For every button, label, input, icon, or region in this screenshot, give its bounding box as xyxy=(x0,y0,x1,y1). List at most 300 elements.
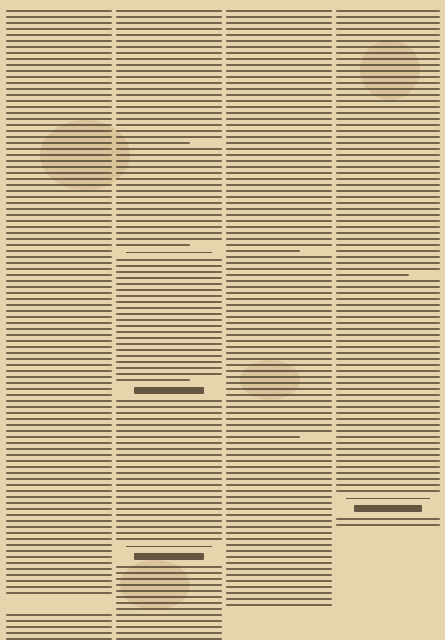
text-line-placeholder xyxy=(226,460,332,462)
text-line-placeholder xyxy=(6,196,112,198)
text-line-placeholder xyxy=(116,313,222,315)
text-line-placeholder xyxy=(336,524,440,526)
text-line-placeholder xyxy=(226,358,332,360)
text-line-placeholder xyxy=(336,382,440,384)
text-line-placeholder xyxy=(336,256,440,258)
text-line-placeholder xyxy=(116,514,222,516)
text-line-placeholder xyxy=(226,112,332,114)
text-line-placeholder xyxy=(226,472,332,474)
text-line-placeholder xyxy=(116,566,222,568)
text-line-placeholder xyxy=(6,154,112,156)
text-line-placeholder xyxy=(226,382,332,384)
text-line-placeholder xyxy=(116,526,222,528)
text-line-placeholder xyxy=(116,22,222,24)
text-line-placeholder xyxy=(336,172,440,174)
text-line-placeholder xyxy=(6,490,112,492)
text-line-placeholder xyxy=(336,316,440,318)
text-line-placeholder xyxy=(336,28,440,30)
text-line-placeholder xyxy=(226,292,332,294)
text-line-placeholder xyxy=(226,118,332,120)
text-line-placeholder xyxy=(116,112,222,114)
text-line-placeholder xyxy=(336,58,440,60)
text-line-placeholder xyxy=(6,358,112,360)
text-line-placeholder xyxy=(336,430,440,432)
text-line-placeholder xyxy=(226,148,332,150)
text-line-placeholder xyxy=(336,178,440,180)
text-line-placeholder xyxy=(226,604,332,606)
text-line-placeholder xyxy=(226,70,332,72)
text-line-placeholder xyxy=(6,424,112,426)
section-heading-placeholder xyxy=(134,387,204,394)
text-line-placeholder xyxy=(336,280,440,282)
text-line-placeholder xyxy=(336,16,440,18)
text-line-placeholder xyxy=(6,614,112,616)
text-line-placeholder xyxy=(226,376,332,378)
text-line-placeholder xyxy=(6,632,112,634)
text-line-placeholder xyxy=(116,82,222,84)
text-line-placeholder xyxy=(6,172,112,174)
text-line-placeholder xyxy=(226,154,332,156)
text-line-placeholder xyxy=(226,538,332,540)
text-line-placeholder xyxy=(116,430,222,432)
text-line-placeholder xyxy=(6,208,112,210)
text-line-placeholder xyxy=(116,118,222,120)
text-line-placeholder xyxy=(6,166,112,168)
text-line-placeholder xyxy=(6,538,112,540)
text-line-placeholder xyxy=(226,220,332,222)
paragraph-gap xyxy=(6,604,112,610)
text-line-placeholder xyxy=(336,334,440,336)
text-line-placeholder xyxy=(226,400,332,402)
text-line-placeholder xyxy=(6,580,112,582)
text-line-placeholder xyxy=(226,484,332,486)
text-line-placeholder xyxy=(226,28,332,30)
text-line-placeholder xyxy=(6,484,112,486)
text-line-placeholder xyxy=(226,352,332,354)
text-line-placeholder xyxy=(6,592,112,594)
divider xyxy=(126,546,212,547)
text-line-placeholder xyxy=(336,124,440,126)
text-line-placeholder xyxy=(116,608,222,610)
text-line-placeholder xyxy=(226,106,332,108)
text-line-placeholder xyxy=(116,190,222,192)
text-line-placeholder xyxy=(336,484,440,486)
text-line-placeholder xyxy=(226,412,332,414)
text-line-placeholder xyxy=(226,304,332,306)
text-line-placeholder xyxy=(336,202,440,204)
text-line-placeholder xyxy=(116,178,222,180)
text-line-placeholder xyxy=(6,328,112,330)
text-line-placeholder xyxy=(226,328,332,330)
text-line-placeholder xyxy=(336,400,440,402)
text-line-placeholder xyxy=(6,64,112,66)
text-line-placeholder xyxy=(116,88,222,90)
text-line-placeholder xyxy=(116,355,222,357)
text-line-placeholder xyxy=(116,520,222,522)
text-line-placeholder xyxy=(6,82,112,84)
text-line-placeholder xyxy=(116,295,222,297)
text-line-placeholder xyxy=(226,574,332,576)
text-line-placeholder xyxy=(226,346,332,348)
text-line-placeholder xyxy=(6,202,112,204)
text-line-placeholder xyxy=(116,148,222,150)
text-line-placeholder xyxy=(226,370,332,372)
text-line-placeholder xyxy=(226,526,332,528)
text-line-placeholder xyxy=(226,442,332,444)
text-line-placeholder xyxy=(6,100,112,102)
text-line-placeholder xyxy=(6,544,112,546)
text-line-placeholder xyxy=(116,412,222,414)
text-line-placeholder xyxy=(336,10,440,12)
text-line-placeholder xyxy=(226,280,332,282)
text-line-placeholder xyxy=(116,484,222,486)
text-line-placeholder xyxy=(226,364,332,366)
text-line-placeholder xyxy=(226,226,332,228)
text-line-placeholder xyxy=(336,166,440,168)
text-line-placeholder xyxy=(116,572,222,574)
text-line-placeholder xyxy=(6,310,112,312)
text-line-placeholder xyxy=(116,271,222,273)
text-line-placeholder xyxy=(116,40,222,42)
text-line-placeholder xyxy=(116,265,222,267)
text-line-placeholder xyxy=(6,550,112,552)
section-heading-placeholder xyxy=(354,505,422,512)
text-line-placeholder xyxy=(116,166,222,168)
text-line-placeholder xyxy=(336,112,440,114)
text-line-placeholder xyxy=(336,298,440,300)
text-line-placeholder xyxy=(116,259,222,261)
text-line-placeholder xyxy=(116,76,222,78)
text-line-placeholder xyxy=(6,376,112,378)
text-line-placeholder xyxy=(6,256,112,258)
text-line-placeholder xyxy=(226,34,332,36)
text-line-placeholder xyxy=(226,16,332,18)
text-line-placeholder xyxy=(6,106,112,108)
text-line-placeholder xyxy=(6,130,112,132)
text-line-placeholder xyxy=(116,490,222,492)
text-line-placeholder xyxy=(336,406,440,408)
text-line-placeholder xyxy=(336,250,440,252)
text-line-placeholder xyxy=(226,424,332,426)
text-line-placeholder xyxy=(116,373,222,375)
text-line-placeholder xyxy=(116,130,222,132)
text-line-placeholder xyxy=(226,580,332,582)
text-line-placeholder xyxy=(226,88,332,90)
text-line-placeholder xyxy=(336,376,440,378)
text-line-placeholder xyxy=(6,502,112,504)
text-line-placeholder xyxy=(116,620,222,622)
text-line-placeholder xyxy=(226,466,332,468)
text-line-placeholder xyxy=(226,274,332,276)
text-line-placeholder xyxy=(6,274,112,276)
text-line-placeholder xyxy=(6,292,112,294)
text-line-placeholder xyxy=(336,268,440,270)
text-line-placeholder xyxy=(6,526,112,528)
text-line-placeholder xyxy=(116,238,222,240)
text-line-placeholder xyxy=(336,184,440,186)
text-line-placeholder xyxy=(336,286,440,288)
text-line-placeholder xyxy=(6,448,112,450)
text-line-placeholder xyxy=(6,562,112,564)
text-line-placeholder xyxy=(6,10,112,12)
text-line-placeholder xyxy=(336,148,440,150)
text-line-placeholder xyxy=(226,166,332,168)
text-line-placeholder xyxy=(226,232,332,234)
text-line-placeholder xyxy=(6,94,112,96)
text-line-placeholder xyxy=(226,124,332,126)
text-line-placeholder xyxy=(226,190,332,192)
text-line-placeholder xyxy=(116,406,222,408)
text-line-placeholder xyxy=(116,244,190,246)
text-line-placeholder xyxy=(6,88,112,90)
text-line-placeholder xyxy=(226,478,332,480)
text-line-placeholder xyxy=(226,436,300,438)
text-line-placeholder xyxy=(6,238,112,240)
text-line-placeholder xyxy=(116,226,222,228)
text-line-placeholder xyxy=(226,160,332,162)
text-line-placeholder xyxy=(6,76,112,78)
text-line-placeholder xyxy=(336,310,440,312)
text-line-placeholder xyxy=(116,454,222,456)
text-line-placeholder xyxy=(226,286,332,288)
text-line-placeholder xyxy=(6,418,112,420)
text-line-placeholder xyxy=(226,388,332,390)
text-line-placeholder xyxy=(336,394,440,396)
text-line-placeholder xyxy=(336,100,440,102)
text-line-placeholder xyxy=(226,142,332,144)
text-line-placeholder xyxy=(6,586,112,588)
text-line-placeholder xyxy=(226,394,332,396)
text-line-placeholder xyxy=(116,626,222,628)
text-line-placeholder xyxy=(6,626,112,628)
text-line-placeholder xyxy=(6,58,112,60)
text-line-placeholder xyxy=(116,100,222,102)
text-line-placeholder xyxy=(336,388,440,390)
text-line-placeholder xyxy=(6,508,112,510)
text-line-placeholder xyxy=(6,460,112,462)
text-line-placeholder xyxy=(116,214,222,216)
text-line-placeholder xyxy=(226,568,332,570)
text-line-placeholder xyxy=(226,46,332,48)
text-line-placeholder xyxy=(226,250,300,252)
text-line-placeholder xyxy=(6,250,112,252)
text-line-placeholder xyxy=(6,268,112,270)
text-line-placeholder xyxy=(6,244,112,246)
text-line-placeholder xyxy=(6,352,112,354)
column-1 xyxy=(6,6,112,640)
text-line-placeholder xyxy=(226,340,332,342)
text-line-placeholder xyxy=(116,436,222,438)
text-line-placeholder xyxy=(226,556,332,558)
text-line-placeholder xyxy=(116,614,222,616)
text-line-placeholder xyxy=(6,478,112,480)
column-2 xyxy=(116,6,222,640)
text-line-placeholder xyxy=(6,406,112,408)
text-line-placeholder xyxy=(336,154,440,156)
text-line-placeholder xyxy=(6,118,112,120)
text-line-placeholder xyxy=(226,268,332,270)
text-line-placeholder xyxy=(226,430,332,432)
text-line-placeholder xyxy=(226,172,332,174)
text-line-placeholder xyxy=(6,316,112,318)
text-line-placeholder xyxy=(116,301,222,303)
text-line-placeholder xyxy=(116,337,222,339)
text-line-placeholder xyxy=(116,596,222,598)
text-line-placeholder xyxy=(336,82,440,84)
text-line-placeholder xyxy=(6,514,112,516)
text-line-placeholder xyxy=(116,508,222,510)
text-line-placeholder xyxy=(116,319,222,321)
text-line-placeholder xyxy=(6,280,112,282)
text-line-placeholder xyxy=(6,496,112,498)
text-line-placeholder xyxy=(336,22,440,24)
text-line-placeholder xyxy=(116,172,222,174)
column-4 xyxy=(336,6,440,530)
text-line-placeholder xyxy=(336,328,440,330)
text-line-placeholder xyxy=(226,550,332,552)
text-line-placeholder xyxy=(226,532,332,534)
text-line-placeholder xyxy=(336,46,440,48)
text-line-placeholder xyxy=(116,16,222,18)
text-line-placeholder xyxy=(226,496,332,498)
text-line-placeholder xyxy=(116,142,190,144)
text-line-placeholder xyxy=(226,322,332,324)
text-line-placeholder xyxy=(6,370,112,372)
text-line-placeholder xyxy=(116,136,222,138)
text-line-placeholder xyxy=(6,28,112,30)
text-line-placeholder xyxy=(226,76,332,78)
text-line-placeholder xyxy=(6,436,112,438)
text-line-placeholder xyxy=(116,220,222,222)
text-line-placeholder xyxy=(116,184,222,186)
text-line-placeholder xyxy=(116,496,222,498)
text-line-placeholder xyxy=(336,220,440,222)
text-line-placeholder xyxy=(336,418,440,420)
text-line-placeholder xyxy=(116,202,222,204)
text-line-placeholder xyxy=(6,340,112,342)
text-line-placeholder xyxy=(226,490,332,492)
text-line-placeholder xyxy=(6,214,112,216)
text-line-placeholder xyxy=(116,460,222,462)
text-line-placeholder xyxy=(226,256,332,258)
text-line-placeholder xyxy=(226,586,332,588)
text-line-placeholder xyxy=(6,430,112,432)
text-line-placeholder xyxy=(226,454,332,456)
text-line-placeholder xyxy=(336,136,440,138)
text-line-placeholder xyxy=(336,214,440,216)
text-line-placeholder xyxy=(336,454,440,456)
text-line-placeholder xyxy=(6,364,112,366)
text-line-placeholder xyxy=(6,142,112,144)
text-line-placeholder xyxy=(226,58,332,60)
text-line-placeholder xyxy=(226,100,332,102)
text-line-placeholder xyxy=(336,358,440,360)
text-line-placeholder xyxy=(226,544,332,546)
text-line-placeholder xyxy=(226,184,332,186)
text-line-placeholder xyxy=(336,118,440,120)
text-line-placeholder xyxy=(336,518,440,520)
text-line-placeholder xyxy=(6,388,112,390)
text-line-placeholder xyxy=(336,412,440,414)
text-line-placeholder xyxy=(6,472,112,474)
text-line-placeholder xyxy=(116,418,222,420)
text-line-placeholder xyxy=(116,379,190,381)
text-line-placeholder xyxy=(226,22,332,24)
text-line-placeholder xyxy=(226,418,332,420)
text-line-placeholder xyxy=(226,244,332,246)
text-line-placeholder xyxy=(226,238,332,240)
text-line-placeholder xyxy=(336,196,440,198)
text-line-placeholder xyxy=(336,424,440,426)
text-line-placeholder xyxy=(336,478,440,480)
text-line-placeholder xyxy=(336,52,440,54)
text-line-placeholder xyxy=(336,226,440,228)
text-line-placeholder xyxy=(116,584,222,586)
text-line-placeholder xyxy=(336,436,440,438)
text-line-placeholder xyxy=(116,46,222,48)
text-line-placeholder xyxy=(336,340,440,342)
text-line-placeholder xyxy=(336,274,409,276)
text-line-placeholder xyxy=(116,196,222,198)
text-line-placeholder xyxy=(336,364,440,366)
text-line-placeholder xyxy=(336,232,440,234)
text-line-placeholder xyxy=(116,602,222,604)
text-line-placeholder xyxy=(226,514,332,516)
text-line-placeholder xyxy=(336,466,440,468)
text-line-placeholder xyxy=(226,334,332,336)
text-line-placeholder xyxy=(226,262,332,264)
text-line-placeholder xyxy=(226,208,332,210)
text-line-placeholder xyxy=(6,22,112,24)
text-line-placeholder xyxy=(226,136,332,138)
text-line-placeholder xyxy=(116,590,222,592)
text-line-placeholder xyxy=(336,490,440,492)
text-line-placeholder xyxy=(116,58,222,60)
text-line-placeholder xyxy=(6,70,112,72)
text-line-placeholder xyxy=(336,40,440,42)
text-line-placeholder xyxy=(6,346,112,348)
text-line-placeholder xyxy=(116,106,222,108)
text-line-placeholder xyxy=(226,214,332,216)
text-line-placeholder xyxy=(226,196,332,198)
text-line-placeholder xyxy=(6,532,112,534)
text-line-placeholder xyxy=(116,10,222,12)
text-line-placeholder xyxy=(336,352,440,354)
text-line-placeholder xyxy=(226,592,332,594)
text-line-placeholder xyxy=(6,334,112,336)
text-line-placeholder xyxy=(6,136,112,138)
text-line-placeholder xyxy=(336,208,440,210)
text-line-placeholder xyxy=(226,64,332,66)
text-line-placeholder xyxy=(336,448,440,450)
text-line-placeholder xyxy=(6,34,112,36)
text-line-placeholder xyxy=(6,226,112,228)
text-line-placeholder xyxy=(336,238,440,240)
text-line-placeholder xyxy=(336,262,440,264)
text-line-placeholder xyxy=(116,478,222,480)
text-line-placeholder xyxy=(6,46,112,48)
text-line-placeholder xyxy=(6,190,112,192)
text-line-placeholder xyxy=(226,298,332,300)
text-line-placeholder xyxy=(6,178,112,180)
text-line-placeholder xyxy=(116,472,222,474)
text-line-placeholder xyxy=(116,94,222,96)
text-line-placeholder xyxy=(6,16,112,18)
text-line-placeholder xyxy=(6,568,112,570)
text-line-placeholder xyxy=(116,367,222,369)
text-line-placeholder xyxy=(6,304,112,306)
text-line-placeholder xyxy=(6,184,112,186)
